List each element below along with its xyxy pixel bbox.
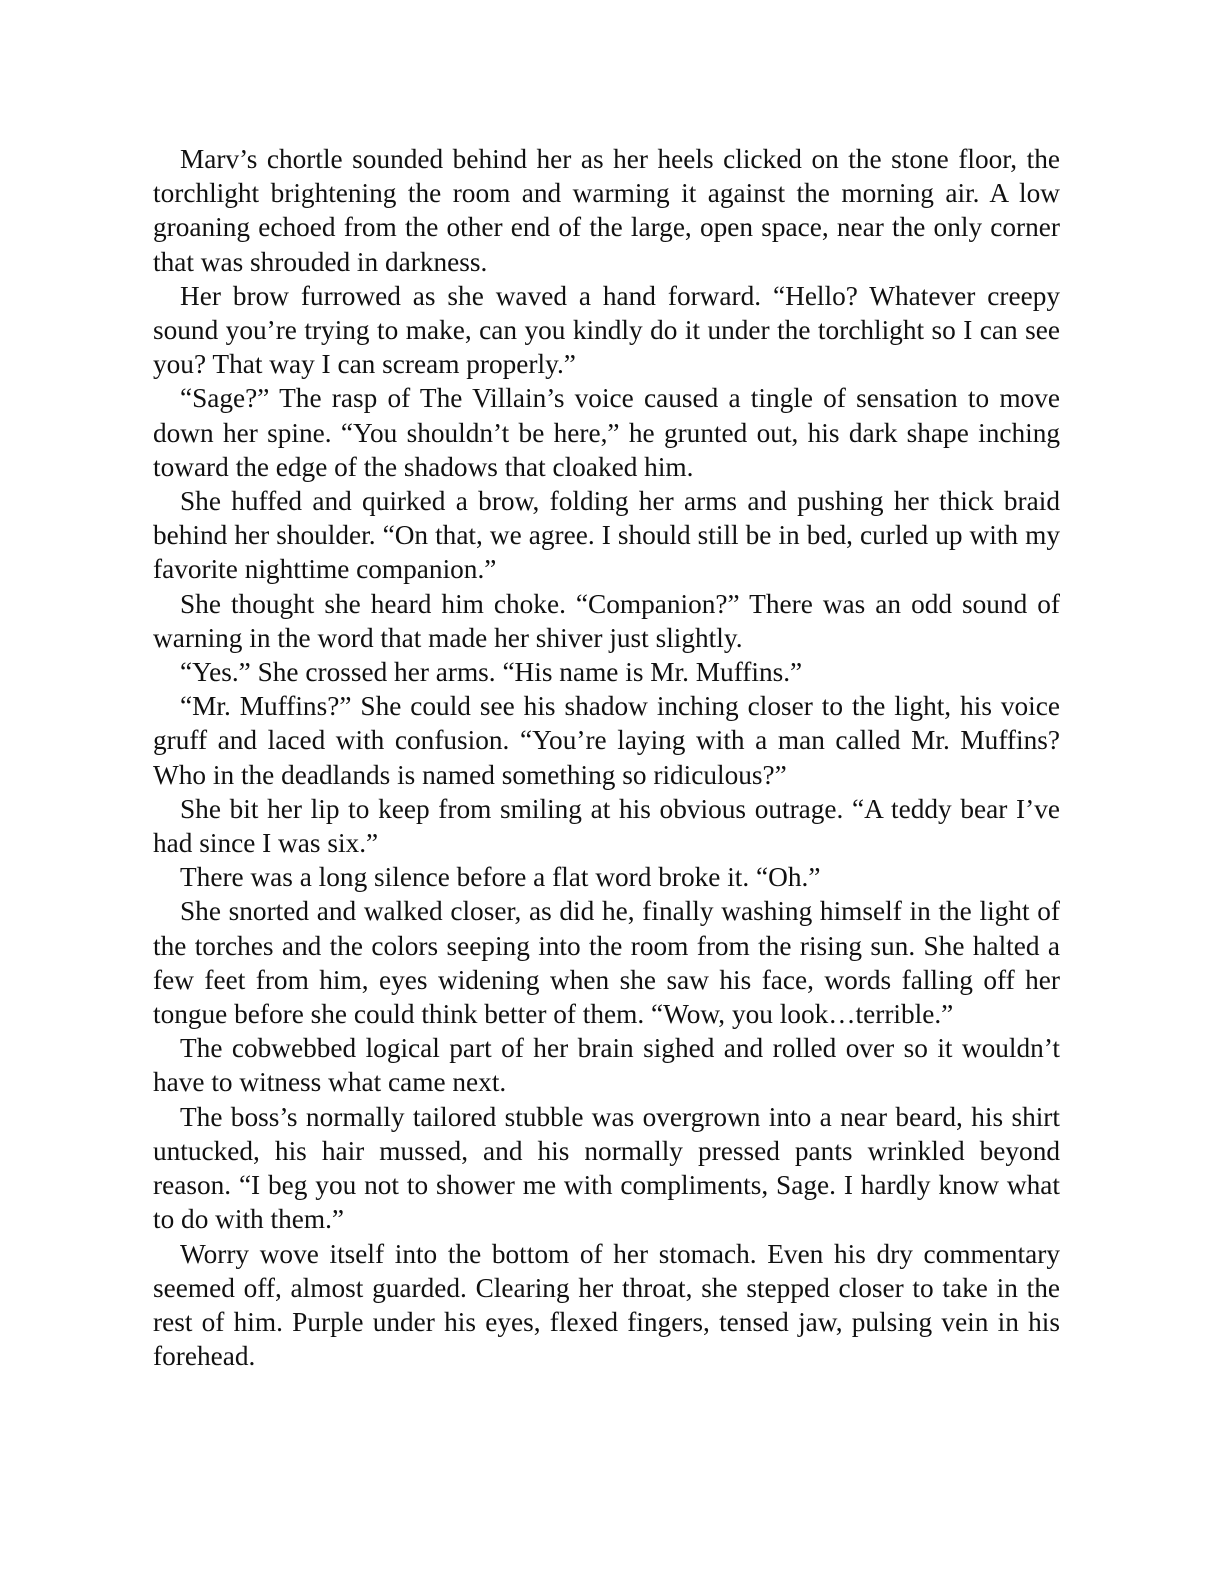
paragraph-10: She snorted and walked closer, as did he, finally washing himself in the light of the torches and the colors seeping into the room from the rising sun. She halted a few feet from him, eyes widening when she saw his face, words falling off her tongue before she could think better of them. “Wow, you look…terrible.”	[153, 896, 1060, 1030]
book-page-body	[153, 142, 1060, 1373]
paragraph-9: There was a long silence before a flat word broke it. “Oh.”	[180, 862, 821, 893]
paragraph-1: Marv’s chortle sounded behind her as her heels clicked on the stone floor, the torchlight brightening the room and warming it against the morning air. A low groaning echoed from the other end of the large, open space, near the only corner that was shrouded in darkness.	[153, 144, 1060, 277]
paragraph-11: The cobwebbed logical part of her brain sighed and rolled over so it wouldn’t have to witness what came next.	[153, 1033, 1060, 1098]
paragraph-12: The boss’s normally tailored stubble was overgrown into a near beard, his shirt untucked, his hair mussed, and his normally pressed pants wrinkled beyond reason. “I beg you not to shower me with compliments, Sage. I hardly know what to do with them.”	[153, 1101, 1060, 1235]
paragraph-2: Her brow furrowed as she waved a hand forward. “Hello? Whatever creepy sound you’re trying to make, can you kindly do it under the torchlight so I can see you? That way I can scream properly.”	[153, 280, 1060, 380]
paragraph-7: “Mr. Muffins?” She could see his shadow inching closer to the light, his voice gruff and laced with confusion. “You’re laying with a man called Mr. Muffins? Who in the deadlands is named something so ridiculous?”	[153, 691, 1060, 790]
paragraph-3: “Sage?” The rasp of The Villain’s voice caused a tingle of sensation to move down her spine. “You shouldn’t be here,” he grunted out, his dark shape inching toward the edge of the shadows that cloaked him.	[153, 383, 1060, 482]
paragraph-13: Worry wove itself into the bottom of her stomach. Even his dry commentary seemed off, almost guarded. Clearing her throat, she stepped closer to take in the rest of him. Purple under his eyes, flexed fingers, tensed jaw, pulsing vein in his forehead.	[153, 1238, 1060, 1372]
paragraph-8: She bit her lip to keep from smiling at his obvious outrage. “A teddy bear I’ve had since I was six.”	[153, 793, 1060, 859]
paragraph-4: She huffed and quirked a brow, folding her arms and pushing her thick braid behind her shoulder. “On that, we agree. I should still be in bed, curled up with my favorite nighttime companion.”	[153, 486, 1060, 585]
paragraph-5: She thought she heard him choke. “Companion?” There was an odd sound of warning in the word that made her shiver just slightly.	[153, 588, 1060, 653]
paragraph-6: “Yes.” She crossed her arms. “His name is Mr. Muffins.”	[180, 657, 803, 688]
